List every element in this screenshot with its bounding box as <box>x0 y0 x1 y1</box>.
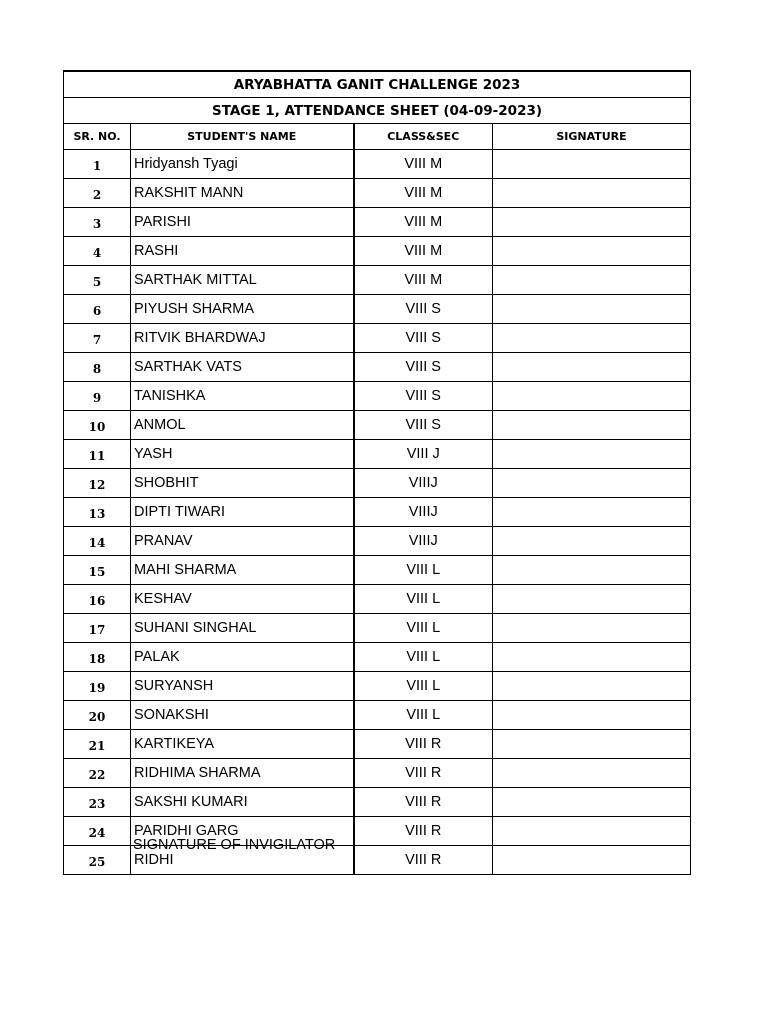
table-row <box>64 440 691 469</box>
sr-no-cell: 4 <box>64 237 131 266</box>
sr-no-cell: 17 <box>64 614 131 643</box>
table-row <box>64 701 691 730</box>
class-sec-cell: VIII L <box>354 643 493 672</box>
table-row <box>64 353 691 382</box>
student-name-cell: PIYUSH SHARMA <box>131 295 354 324</box>
student-name-cell: PARIDHI GARG <box>131 817 354 846</box>
table-row <box>64 469 691 498</box>
student-name-cell: ANMOL <box>131 411 354 440</box>
class-sec-cell: VIII S <box>354 353 493 382</box>
signature-cell <box>493 411 691 440</box>
student-name-cell: SHOBHIT <box>131 469 354 498</box>
student-name-cell: RIDHI <box>131 846 354 875</box>
class-sec-cell: VIII M <box>354 266 493 295</box>
class-sec-cell: VIII S <box>354 324 493 353</box>
student-name-cell: PARISHI <box>131 208 354 237</box>
sr-no-cell: 18 <box>64 643 131 672</box>
signature-cell <box>493 324 691 353</box>
sr-no-cell: 20 <box>64 701 131 730</box>
class-sec-cell: VIII S <box>354 295 493 324</box>
sr-no-cell: 22 <box>64 759 131 788</box>
signature-cell <box>493 788 691 817</box>
class-sec-cell: VIII L <box>354 585 493 614</box>
table-row <box>64 643 691 672</box>
sr-no-cell: 12 <box>64 469 131 498</box>
signature-cell <box>493 382 691 411</box>
table-row <box>64 266 691 295</box>
signature-cell <box>493 150 691 179</box>
sr-no-cell: 3 <box>64 208 131 237</box>
table-row <box>64 179 691 208</box>
signature-cell <box>493 556 691 585</box>
table-row <box>64 585 691 614</box>
sr-no-cell: 9 <box>64 382 131 411</box>
student-name-cell: Hridyansh Tyagi <box>131 150 354 179</box>
class-sec-cell: VIII S <box>354 411 493 440</box>
student-name-cell: SUHANI SINGHAL <box>131 614 354 643</box>
sr-no-cell: 8 <box>64 353 131 382</box>
student-name-cell: PALAK <box>131 643 354 672</box>
sr-no-cell: 10 <box>64 411 131 440</box>
signature-cell <box>493 759 691 788</box>
signature-cell <box>493 701 691 730</box>
table-row <box>64 382 691 411</box>
class-sec-cell: VIII R <box>354 846 493 875</box>
sr-no-cell: 2 <box>64 179 131 208</box>
sr-no-cell: 24 <box>64 817 131 846</box>
header-signature: SIGNATURE <box>493 124 691 150</box>
student-name-cell: RASHI <box>131 237 354 266</box>
student-name-cell: KESHAV <box>131 585 354 614</box>
class-sec-cell: VIII M <box>354 208 493 237</box>
header-sr-no: SR. NO. <box>64 124 131 150</box>
student-name-cell: TANISHKA <box>131 382 354 411</box>
table-row <box>64 295 691 324</box>
signature-cell <box>493 846 691 875</box>
table-row <box>64 730 691 759</box>
sr-no-cell: 5 <box>64 266 131 295</box>
class-sec-cell: VIII M <box>354 237 493 266</box>
sr-no-cell: 13 <box>64 498 131 527</box>
class-sec-cell: VIIIJ <box>354 498 493 527</box>
student-name-cell: SURYANSH <box>131 672 354 701</box>
signature-cell <box>493 208 691 237</box>
student-name-cell: PRANAV <box>131 527 354 556</box>
signature-cell <box>493 585 691 614</box>
signature-cell <box>493 353 691 382</box>
title-row <box>64 71 691 98</box>
sr-no-cell: 25 <box>64 846 131 875</box>
signature-cell <box>493 179 691 208</box>
invigilator-signature-label: SIGNATURE OF INVIGILATOR <box>133 837 336 853</box>
signature-cell <box>493 237 691 266</box>
table-row <box>64 498 691 527</box>
student-name-cell: YASH <box>131 440 354 469</box>
table-row <box>64 788 691 817</box>
signature-cell <box>493 266 691 295</box>
class-sec-cell: VIII J <box>354 440 493 469</box>
table-row <box>64 411 691 440</box>
signature-cell <box>493 440 691 469</box>
table-row <box>64 527 691 556</box>
class-sec-cell: VIIIJ <box>354 469 493 498</box>
student-name-cell: SARTHAK VATS <box>131 353 354 382</box>
student-name-cell: SARTHAK MITTAL <box>131 266 354 295</box>
class-sec-cell: VIII L <box>354 701 493 730</box>
table-row <box>64 237 691 266</box>
class-sec-cell: VIII M <box>354 150 493 179</box>
sr-no-cell: 6 <box>64 295 131 324</box>
table-row <box>64 759 691 788</box>
attendance-table <box>63 70 691 875</box>
header-class-sec: CLASS&SEC <box>354 124 493 150</box>
signature-cell <box>493 672 691 701</box>
sr-no-cell: 23 <box>64 788 131 817</box>
sr-no-cell: 14 <box>64 527 131 556</box>
signature-cell <box>493 730 691 759</box>
student-name-cell: RAKSHIT MANN <box>131 179 354 208</box>
class-sec-cell: VIII R <box>354 788 493 817</box>
table-row <box>64 208 691 237</box>
sr-no-cell: 15 <box>64 556 131 585</box>
student-name-cell: SAKSHI KUMARI <box>131 788 354 817</box>
signature-cell <box>493 614 691 643</box>
class-sec-cell: VIIIJ <box>354 527 493 556</box>
student-name-cell: DIPTI TIWARI <box>131 498 354 527</box>
student-name-cell: RIDHIMA SHARMA <box>131 759 354 788</box>
signature-cell <box>493 498 691 527</box>
class-sec-cell: VIII L <box>354 556 493 585</box>
sr-no-cell: 21 <box>64 730 131 759</box>
signature-cell <box>493 469 691 498</box>
signature-cell <box>493 527 691 556</box>
table-row <box>64 150 691 179</box>
signature-cell <box>493 817 691 846</box>
class-sec-cell: VIII R <box>354 730 493 759</box>
sr-no-cell: 19 <box>64 672 131 701</box>
class-sec-cell: VIII S <box>354 382 493 411</box>
class-sec-cell: VIII M <box>354 179 493 208</box>
student-name-cell: MAHI SHARMA <box>131 556 354 585</box>
signature-cell <box>493 295 691 324</box>
signature-cell <box>493 643 691 672</box>
class-sec-cell: VIII R <box>354 817 493 846</box>
table-row <box>64 556 691 585</box>
table-row <box>64 614 691 643</box>
sr-no-cell: 11 <box>64 440 131 469</box>
class-sec-cell: VIII R <box>354 759 493 788</box>
student-name-cell: RITVIK BHARDWAJ <box>131 324 354 353</box>
student-name-cell: SONAKSHI <box>131 701 354 730</box>
header-row <box>64 124 691 150</box>
sr-no-cell: 1 <box>64 150 131 179</box>
sr-no-cell: 7 <box>64 324 131 353</box>
table-row <box>64 324 691 353</box>
sr-no-cell: 16 <box>64 585 131 614</box>
student-name-cell: KARTIKEYA <box>131 730 354 759</box>
table-row <box>64 672 691 701</box>
header-student-name: STUDENT'S NAME <box>131 124 354 150</box>
sheet-subtitle: STAGE 1, ATTENDANCE SHEET (04-09-2023) <box>64 98 691 124</box>
class-sec-cell: VIII L <box>354 672 493 701</box>
class-sec-cell: VIII L <box>354 614 493 643</box>
sheet-title: ARYABHATTA GANIT CHALLENGE 2023 <box>64 71 691 98</box>
subtitle-row <box>64 98 691 124</box>
